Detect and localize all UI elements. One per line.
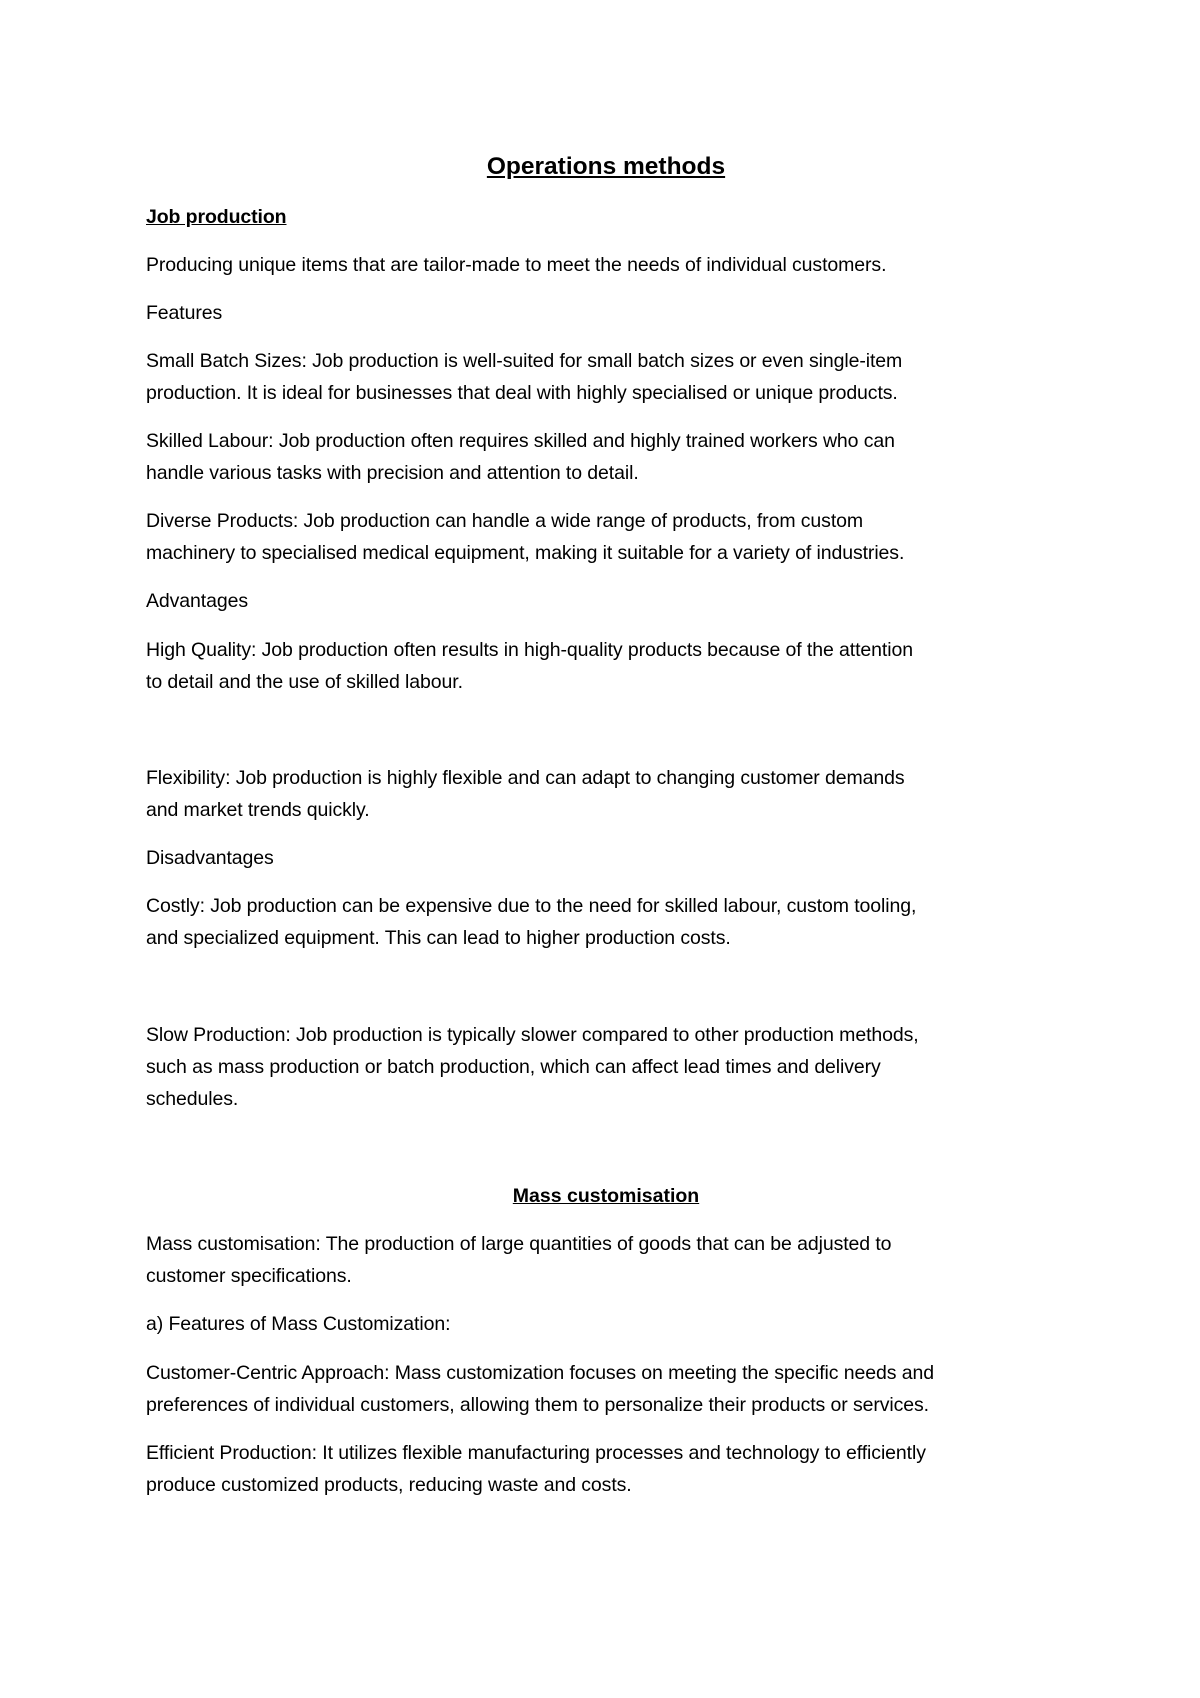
- costly-line-2: and specialized equipment. This can lead to higher production costs.: [146, 927, 731, 949]
- flexibility-line-1: Flexibility: Job production is highly flexible and can adapt to changing customer demands: [146, 767, 905, 789]
- skilled-labour-line-1: Skilled Labour: Job production often requires skilled and highly trained workers who can: [146, 430, 895, 452]
- mass-customisation-definition-line-2: customer specifications.: [146, 1265, 352, 1287]
- efficient-production-line-2: produce customized products, reducing waste and costs.: [146, 1474, 632, 1496]
- slow-production-line-2: such as mass production or batch production, which can affect lead times and delivery: [146, 1056, 881, 1078]
- high-quality-line-2: to detail and the use of skilled labour.: [146, 671, 463, 693]
- costly-line-1: Costly: Job production can be expensive due to the need for skilled labour, custom tooling,: [146, 895, 917, 917]
- customer-centric-line-2: preferences of individual customers, allowing them to personalize their products or services.: [146, 1394, 929, 1416]
- slow-production-line-1: Slow Production: Job production is typically slower compared to other production methods,: [146, 1024, 919, 1046]
- diverse-products-line-1: Diverse Products: Job production can handle a wide range of products, from custom: [146, 510, 864, 532]
- mass-customisation-heading: Mass customisation: [512, 1185, 700, 1207]
- mass-customisation-features-label: a) Features of Mass Customization:: [146, 1313, 451, 1335]
- advantages-label: Advantages: [146, 590, 248, 612]
- small-batch-line-1: Small Batch Sizes: Job production is well-suited for small batch sizes or even single-item: [146, 350, 903, 372]
- mass-customisation-definition-line-1: Mass customisation: The production of large quantities of goods that can be adjusted to: [146, 1233, 892, 1255]
- disadvantages-label: Disadvantages: [146, 847, 274, 869]
- diverse-products-line-2: machinery to specialised medical equipment, making it suitable for a variety of industries.: [146, 542, 905, 564]
- flexibility-line-2: and market trends quickly.: [146, 799, 370, 821]
- small-batch-line-2: production. It is ideal for businesses that deal with highly specialised or unique products.: [146, 382, 898, 404]
- job-production-definition: Producing unique items that are tailor-made to meet the needs of individual customers.: [146, 254, 887, 276]
- features-label: Features: [146, 302, 223, 324]
- skilled-labour-line-2: handle various tasks with precision and attention to detail.: [146, 462, 639, 484]
- job-production-heading: Job production: [146, 206, 287, 228]
- customer-centric-line-1: Customer-Centric Approach: Mass customization focuses on meeting the specific needs and: [146, 1362, 934, 1384]
- efficient-production-line-1: Efficient Production: It utilizes flexible manufacturing processes and technology to efficiently: [146, 1442, 926, 1464]
- high-quality-line-1: High Quality: Job production often results in high-quality products because of the attention: [146, 639, 913, 661]
- document-title: Operations methods: [486, 153, 726, 180]
- slow-production-line-3: schedules.: [146, 1088, 239, 1110]
